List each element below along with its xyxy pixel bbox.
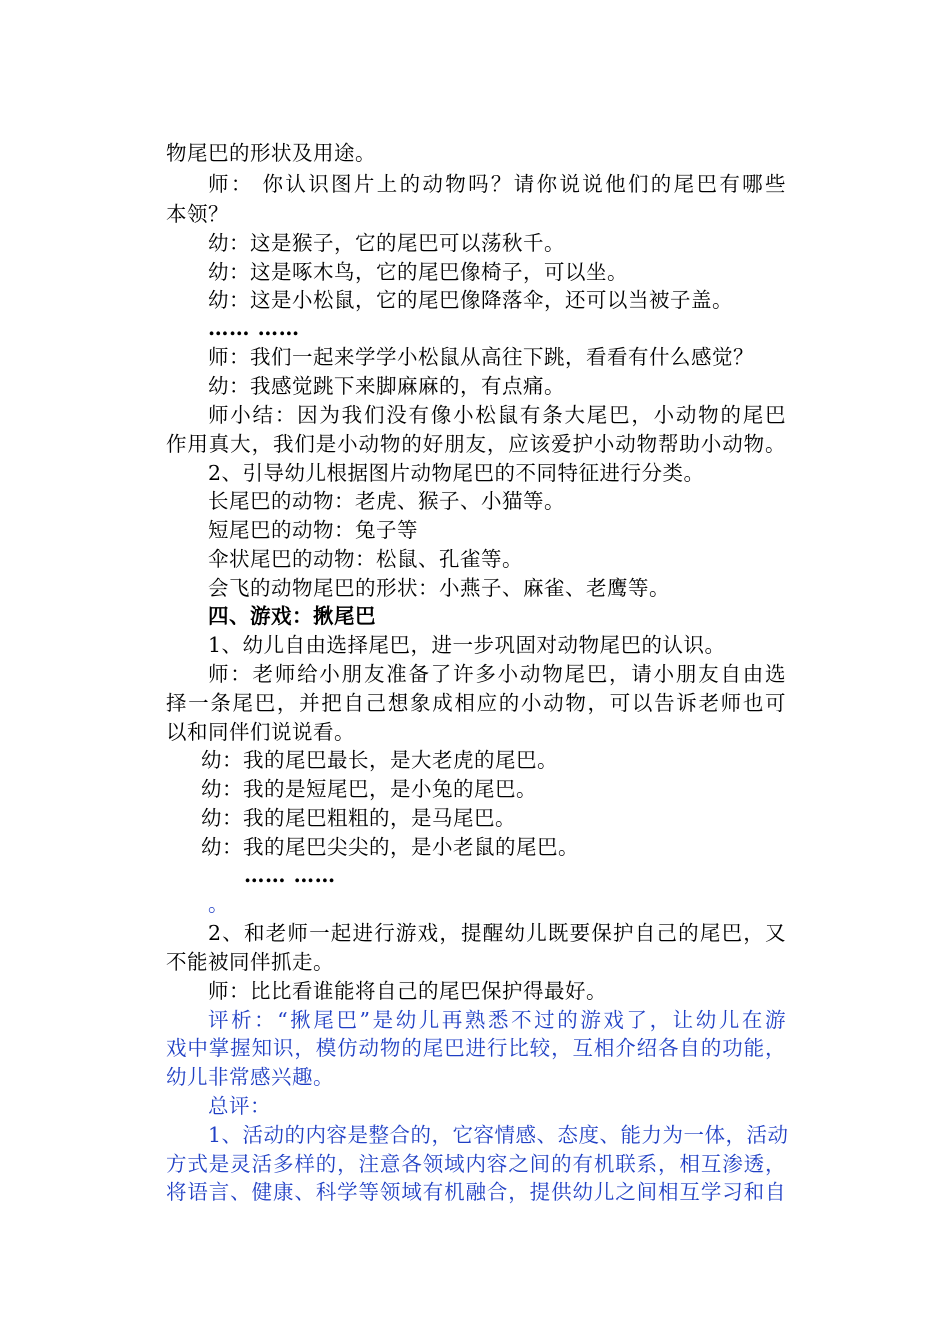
- ellipsis-line: …… ……: [244, 863, 336, 887]
- text-line: 作用真大，我们是小动物的好朋友，应该爱护小动物帮助小动物。: [166, 432, 786, 456]
- text-line: 。: [208, 892, 229, 916]
- ellipsis-line: …… ……: [208, 316, 300, 340]
- text-line: 本领？: [166, 202, 229, 226]
- text-line: 幼：这是小松鼠，它的尾巴像降落伞，还可以当被子盖。: [208, 288, 733, 312]
- text-line: 伞状尾巴的动物：松鼠、孔雀等。: [208, 547, 523, 571]
- text-line: 以和同伴们说说看。: [166, 720, 355, 744]
- text-line: 幼：我感觉跳下来脚麻麻的，有点痛。: [208, 374, 565, 398]
- commentary-line: 1、活动的内容是整合的，它容情感、态度、能力为一体，活动: [208, 1123, 789, 1147]
- summary-heading: 总评：: [208, 1094, 271, 1118]
- text-line: 幼：这是啄木鸟，它的尾巴像椅子，可以坐。: [208, 260, 628, 284]
- commentary-line: 评析：“揪尾巴”是幼儿再熟悉不过的游戏了，让幼儿在游: [208, 1008, 786, 1032]
- text-line: 师小结：因为我们没有像小松鼠有条大尾巴，小动物的尾巴: [208, 403, 786, 427]
- text-line: 会飞的动物尾巴的形状：小燕子、麻雀、老鹰等。: [208, 576, 670, 600]
- text-line: 幼：我的尾巴尖尖的，是小老鼠的尾巴。: [201, 835, 579, 859]
- text-line: 择一条尾巴，并把自己想象成相应的小动物，可以告诉老师也可: [166, 691, 786, 715]
- text-line: 不能被同伴抓走。: [166, 950, 334, 974]
- commentary-line: 将语言、健康、科学等领域有机融合，提供幼儿之间相互学习和自: [166, 1180, 786, 1204]
- text-line: 物尾巴的形状及用途。: [166, 141, 376, 165]
- text-line: 1、幼儿自由选择尾巴，进一步巩固对动物尾巴的认识。: [208, 633, 726, 657]
- text-line: 2、引导幼儿根据图片动物尾巴的不同特征进行分类。: [208, 461, 705, 485]
- text-line: 师：老师给小朋友准备了许多小动物尾巴，请小朋友自由选: [208, 662, 786, 686]
- text-line: 长尾巴的动物：老虎、猴子、小猫等。: [208, 489, 565, 513]
- text-line: 师：我们一起来学学小松鼠从高往下跳，看看有什么感觉？: [208, 345, 754, 369]
- text-line: 幼：这是猴子，它的尾巴可以荡秋千。: [208, 231, 565, 255]
- text-line: 师： 你认识图片上的动物吗？请你说说他们的尾巴有哪些: [208, 172, 786, 196]
- text-line: 幼：我的尾巴粗粗的，是马尾巴。: [201, 806, 516, 830]
- text-line: 短尾巴的动物：兔子等: [208, 518, 418, 542]
- commentary-line: 方式是灵活多样的，注意各领域内容之间的有机联系，相互渗透，: [166, 1152, 786, 1176]
- text-line: 师：比比看谁能将自己的尾巴保护得最好。: [208, 979, 607, 1003]
- text-line: 幼：我的尾巴最长，是大老虎的尾巴。: [201, 748, 558, 772]
- text-line: 2、和老师一起进行游戏，提醒幼儿既要保护自己的尾巴，又: [208, 921, 786, 945]
- commentary-line: 戏中掌握知识，模仿动物的尾巴进行比较，互相介绍各自的功能，: [166, 1036, 786, 1060]
- section-heading: 四、游戏：揪尾巴: [208, 604, 376, 628]
- commentary-line: 幼儿非常感兴趣。: [166, 1065, 334, 1089]
- text-line: 幼：我的是短尾巴，是小兔的尾巴。: [201, 777, 537, 801]
